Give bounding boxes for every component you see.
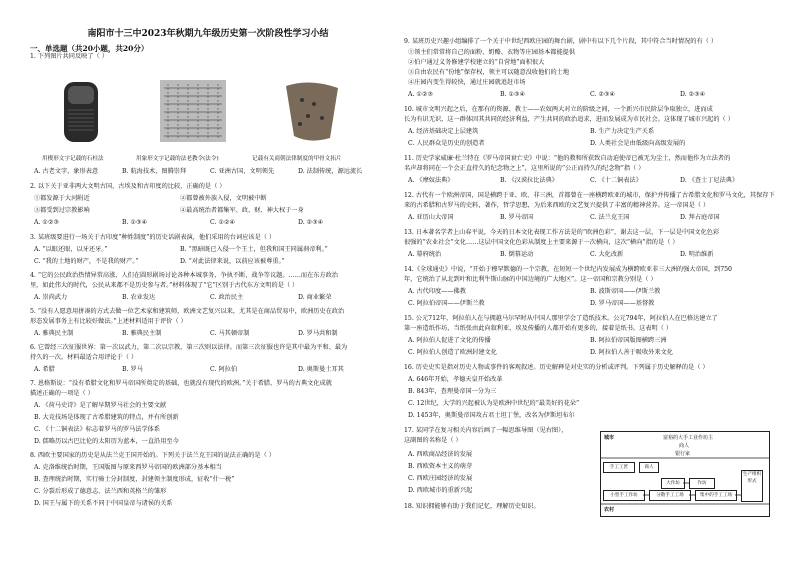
- q13-opt-c[interactable]: C. 大化改新: [590, 251, 624, 258]
- q8-opt-d[interactable]: D. 国王与属下的关系不同于中国皇帝与诸侯的关系: [34, 500, 173, 507]
- q1-opt-d[interactable]: D. 法制传统，源远流长: [298, 168, 363, 175]
- q9-opt-d[interactable]: D. ②③④: [680, 91, 706, 98]
- q2-opt-a[interactable]: A. ①②③: [34, 219, 60, 226]
- q12-opt-b[interactable]: B. 罗马帝国: [500, 214, 534, 221]
- q17-opt-d[interactable]: D. 西欧城市的重新兴起: [408, 487, 473, 494]
- diagram-right-box: 生产组织形式: [741, 470, 763, 502]
- q8-opt-b[interactable]: B. 查理统治时期，实行骑士分封制度，封建领主制度形成，征收“什一税”: [34, 476, 235, 483]
- q11-opt-a[interactable]: A. 《摩奴法典》: [408, 177, 454, 184]
- q4-opt-c[interactable]: C. 政治民主: [210, 294, 244, 301]
- q7-opt-d[interactable]: D. 儒略历以古巴比伦的太阳历为蓝本，一直沿用至今: [34, 438, 179, 445]
- diagram-central-workshop-box: 集中的手工工场: [695, 490, 737, 501]
- q16-opt-a[interactable]: A. 646年开始，孝德天皇开始改革: [408, 376, 503, 383]
- diagram-arrows: [601, 432, 769, 516]
- diagram-countryside-label: 农村: [604, 507, 615, 513]
- diagram-title-3: 银行家: [675, 451, 691, 457]
- diagram-mill-box: 作坊: [689, 478, 715, 489]
- q13-opt-a[interactable]: A. 幕府统治: [408, 251, 442, 258]
- q14-opt-b[interactable]: B. 波斯帝国——伊斯兰教: [590, 288, 661, 295]
- q7-opt-a[interactable]: A. 《荷马史诗》是了解早期罗马社会的主要文献: [34, 402, 167, 409]
- q10-stem: 10. 城市文明兴起之后，在那有的资源、教士——农奴两大对立的阶级之间，一个新兴市民阶层争取独立，进而成: [404, 106, 713, 113]
- q15-stem-2: 第一座造纸作坊，当纸张由此向叙利亚、埃及传播的人都开始有更多的，接着是纸书。这表明（ ）: [404, 325, 673, 332]
- q13-opt-b[interactable]: B. 倒幕运动: [500, 251, 534, 258]
- q4-opt-a[interactable]: A. 崇尚武力: [34, 294, 68, 301]
- q14-stem-2: 年，它统治了从北到叶和比利牛斯山脉的中国边境的广大地区”。这一帝国和宗教分别是（ ）: [404, 276, 657, 283]
- q14-opt-a[interactable]: A. 古代印度——佛教: [408, 288, 466, 295]
- q11-stem-2: 名声却将同在一个会正直持久的纪念物之上”，这里所说的“公正而持久的纪念物”指（ ）: [404, 165, 645, 172]
- q3-opt-b[interactable]: B. “黑暗既已入侵一个王土，但我和国王同属刹帝利。”: [180, 246, 328, 253]
- q14-opt-d[interactable]: D. 罗马帝国——基督教: [590, 300, 655, 307]
- q2-opt-b[interactable]: B. ①③④: [122, 219, 148, 226]
- q1-opt-a[interactable]: A. 古老文字，象形表意: [34, 168, 99, 175]
- q11-opt-d[interactable]: D. 《查士丁尼法典》: [680, 177, 739, 184]
- q5-opt-d[interactable]: D. 罗马共和制: [298, 330, 338, 337]
- q16-opt-d[interactable]: D. 1453年，奥斯曼帝国攻占君士坦丁堡，改名为伊斯坦布尔: [408, 412, 575, 419]
- q3-opt-c[interactable]: C. “我的土地的财产，不是我的财产。”: [34, 258, 139, 265]
- diagram-factory-box: 大作坊: [661, 478, 685, 489]
- mind-map-diagram: [600, 431, 770, 517]
- q1-stem: 1. 下列图片共同反映了（ ）: [30, 53, 108, 60]
- q13-opt-d[interactable]: D. 明治维新: [680, 251, 714, 258]
- q9-opt-b[interactable]: B. ①③④: [500, 91, 526, 98]
- q3-stem: 3. 某班级要进行一场关于古印度“种姓制度”的历史话剧表演，他们采用的台词应该是（ ）: [30, 234, 276, 241]
- q6-opt-d[interactable]: D. 奥斯曼土耳其: [298, 366, 344, 373]
- q12-opt-c[interactable]: C. 法兰克王国: [590, 214, 630, 221]
- q17-stem-2: 这副图的名称是（ ）: [404, 437, 462, 444]
- q8-stem: 8. 西欧主要国家的历史是从法兰克王国开始的。下列关于法兰克王国的说法正确的是（ ）: [30, 452, 275, 459]
- q4-opt-b[interactable]: B. 农业发达: [122, 294, 156, 301]
- q6-opt-c[interactable]: C. 阿拉伯: [210, 366, 238, 373]
- q6-stem: 6. 它曾经三次征服世界：第一次以武力，第二次以宗教，第三次则以法律。而第三次征服也许是其中最为平和、最为: [30, 344, 348, 351]
- q9-opt-a[interactable]: A. ①②③: [408, 91, 434, 98]
- q12-stem: 12. 古代有一个欧洲帝国，国是横跨于亚、欧、非三洲，首都曾在一座横跨欧亚的城市，保护并传播了古希腊文化和罗马文化，其保存下: [404, 192, 775, 199]
- section-heading: 一、单选题（共20小题，共20分）: [30, 44, 149, 53]
- q12-stem-2: 来的古希腊和古罗马的史料，著作，哲学思想，为后来西欧的文艺复兴提供了丰富的精神营养。这一帝国是（ ）: [404, 202, 710, 209]
- q9-line-2: ②伯户通过义务修建学校建立的“自营地”面积很大: [408, 59, 545, 66]
- left-column: [30, 0, 386, 561]
- q10-opt-b[interactable]: B. 生产力决定生产关系: [590, 128, 655, 135]
- q8-opt-c[interactable]: C. 分裂后形成了德意志、法兰西和英格兰的雏形: [34, 488, 167, 495]
- q6-opt-b[interactable]: B. 罗马: [122, 366, 143, 373]
- q15-opt-b[interactable]: B. 阿拉伯帝国版图横跨三洲: [590, 337, 667, 344]
- q14-opt-c[interactable]: C. 阿拉伯帝国——伊斯兰教: [408, 300, 485, 307]
- q7-opt-c[interactable]: C. 《十二铜表法》标志着罗马的罗马法学体系: [34, 426, 161, 433]
- oracle-bone-image: [280, 78, 344, 144]
- q9-line-1: ①领主们常常将自己的面粉、奶酪、衣物等庄园基本都能提供: [408, 49, 576, 56]
- diagram-people-box: 商人: [639, 462, 659, 473]
- q13-stem-2: 很强的“农业社会”文化……这层中国文化色彩从制度上主要来源于一次横向，这次“横向”指的是（ ）: [404, 239, 679, 246]
- q15-opt-d[interactable]: D. 阿拉伯人善于吸收外来文化: [590, 349, 673, 356]
- q4-opt-d[interactable]: D. 商业繁荣: [298, 294, 332, 301]
- q12-opt-a[interactable]: A. 亚历山大帝国: [408, 214, 454, 221]
- diagram-title-1: 富裕的大手工业作坊主: [663, 435, 714, 441]
- q17-opt-b[interactable]: B. 西欧资本主义的萌芽: [408, 463, 473, 470]
- diagram-split-workshop-box: 分散手工工场: [649, 490, 691, 501]
- diagram-small-workshop-box: 小型手工作坊: [603, 490, 645, 501]
- q15-opt-c[interactable]: C. 阿拉伯人创造了欧洲封建文化: [408, 349, 497, 356]
- q6-stem-2: 持久的一次。材料最适合用评论于（ ）: [30, 354, 138, 361]
- stele-image: [50, 78, 112, 144]
- q14-stem: 14.《全球通史》中说，“开始于穆罕默德的一个宗教，在短短一个世纪内发展成为横跨欧亚非三大洲的强大帝国，到750: [404, 266, 732, 273]
- q16-stem: 16. 历史史实是指对历史人物或事件的客观叙述。历史解释是对史实的分析或评判。下列属于历史解释的是（ ）: [404, 364, 709, 371]
- q3-opt-d[interactable]: D. “对此法律来说，以前应该被尊重。”: [180, 258, 285, 265]
- q2-stem: 2. 以下关于亚非两大文明古国，古埃及和古印度的比较，正确的是（ ）: [30, 183, 226, 190]
- q15-stem: 15. 公元712年，阿拉伯人在与拥越马尔罕时从中国人那里学会了造纸技术。公元794年，阿拉伯人在巴格达建立了: [404, 315, 718, 322]
- q5-opt-b[interactable]: B. 雅典民主制: [122, 330, 162, 337]
- diagram-title-2: 商人: [679, 443, 690, 449]
- q8-opt-a[interactable]: A. 克洛维统治时期，王国版图与原来西罗马帝国的欧洲部分基本相当: [34, 464, 222, 471]
- q7-stem: 7. 恩格斯说：“没有希腊文化和罗马帝国所奠定的基础，也就没有现代的欧洲。”关于希腊、罗马的古典文化成就: [30, 380, 332, 387]
- q5-opt-a[interactable]: A. 雅典民主制: [34, 330, 74, 337]
- q1-opt-c[interactable]: C. 亚洲古国，文明领先: [210, 168, 275, 175]
- q11-opt-c[interactable]: C. 《十二铜表法》: [590, 177, 642, 184]
- q1-opt-b[interactable]: B. 航海技术，图腾崇拜: [122, 168, 187, 175]
- q7-opt-b[interactable]: B. 大竞技场是体现了古希腊建筑的特点，并有所创新: [34, 414, 179, 421]
- diagram-hand-box: 手工工匠: [603, 462, 635, 473]
- caption-3: 记载有关商朝法律制度的甲骨文拓片: [252, 156, 342, 162]
- q6-opt-a[interactable]: A. 希腊: [34, 366, 55, 373]
- q17-stem: 17. 某同学在复习相关内容后画了一幅思维导图（见右图），: [404, 427, 568, 434]
- q7-stem-2: 描述正确的一项是（ ）: [30, 390, 94, 397]
- q16-opt-b[interactable]: B. 843年，查理曼帝国一分为三: [408, 388, 497, 395]
- page-title: 南阳市十三中2023年秋期九年级历史第一次阶段性学习小结: [87, 29, 329, 39]
- caption-1: 用楔形文字记载的石柱法: [42, 156, 104, 162]
- q5-stem-2: 形态发展事务上有比较好做法。”上述材料适用于评价（ ）: [30, 318, 187, 325]
- q4-stem-2: 里，如此伟大的时代，公民从来都不是历史参与者。”材料体现了“它”区别于古代东方文明的是（ ）: [30, 282, 299, 289]
- diagram-city-label: 城市: [604, 435, 615, 441]
- q2-opt-c[interactable]: C. ①②④: [210, 219, 236, 226]
- q17-opt-a[interactable]: A. 西欧商品经济的发展: [408, 451, 473, 458]
- q11-opt-b[interactable]: B. 《汉谟拉比法典》: [500, 177, 558, 184]
- q10-opt-a[interactable]: A. 经济基础决定上层建筑: [408, 128, 479, 135]
- q17-opt-c[interactable]: C. 西欧庄园经济的发展: [408, 475, 473, 482]
- hieroglyph-tablet-image: [158, 78, 228, 144]
- q9-line-3: ③自由农民有“份地”保存权，领主可以随意没收他们的土地: [408, 69, 570, 76]
- q2-line-1: ①都发源于大河附近: [34, 195, 90, 202]
- q5-stem: 5. “没有人愿意用拼凑的方式去做一位艺术家和建筑师，欧洲文艺复兴以来，尤其是在商品贸易中，欧洲历史在政治: [30, 308, 345, 315]
- q12-opt-d[interactable]: D. 拜占庭帝国: [680, 214, 720, 221]
- caption-2: 用象形文字记载的法老教令(法令): [136, 156, 219, 162]
- q10-opt-c[interactable]: C. 人民群众是历史的创造者: [408, 140, 485, 147]
- q10-opt-d[interactable]: D. 人类社会是由低级向高级发展的: [590, 140, 686, 147]
- q3-opt-a[interactable]: A. “以眼还眼，以牙还牙。”: [34, 246, 108, 253]
- right-column: [404, 0, 776, 561]
- q9-opt-c[interactable]: C. ②③④: [590, 91, 616, 98]
- q18-stem: 18. 知识拥能够有助于我们记忆，理解历史知识。: [404, 503, 540, 510]
- q2-line-2: ②都曾被外族入侵，文明被中断: [180, 195, 267, 202]
- q16-opt-c[interactable]: C. 12世纪，大学的兴起被认为是欧洲中世纪的“最美好的花朵”: [408, 400, 580, 407]
- q5-opt-c[interactable]: C. 马其顿帝制: [210, 330, 250, 337]
- q9-line-4: ④庄园内变生得较快，通过庄园就追赶市场: [408, 79, 526, 86]
- q15-opt-a[interactable]: A. 阿拉伯人促进了文化的传播: [408, 337, 491, 344]
- q13-stem: 13. 日本著名学者上山春平说，今天的日本文化表现工作方法是的“欧洲色彩”，谢去这一层，下一层是中国文化色彩: [404, 229, 720, 236]
- q9-stem: 9. 某班历史兴趣小组编排了一个关于中世纪西欧庄园的舞台剧，剧中有以下几个片段，其中符合当时情况的有（ ）: [404, 38, 718, 45]
- q2-opt-d[interactable]: D. ②③④: [298, 219, 324, 226]
- q10-stem-2: 长为有识无识，这一群体因其共同的经济利益，产生共同的政治追求，进而发展成为市民社会。这体现了城市兴起的（ ）: [404, 116, 734, 123]
- q11-stem: 11. 历史学家威廉·杜兰特在《罗马帝国衰亡史》中说：“他的教和所获致自动迫使帝已被无为尘土，然而他作为立法者的: [404, 155, 731, 162]
- q2-line-3: ③都受到过宗教影响: [34, 207, 90, 214]
- q4-stem: 4. “它的公民政治热情异常高涨，人们在圆形剧场讨论各种本城事务，争执不断，战争等议题。……而在东方政治: [30, 272, 339, 279]
- q2-line-4: ④最高统治者都集军、政、财、神大权于一身: [180, 207, 304, 214]
